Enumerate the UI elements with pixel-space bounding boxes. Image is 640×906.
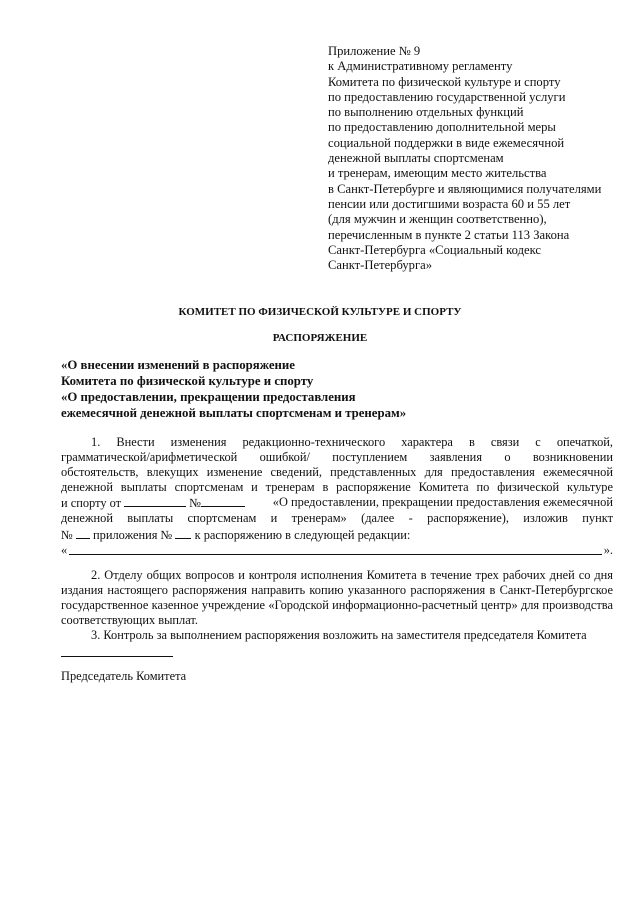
appendix-number-blank xyxy=(175,527,191,539)
subject-line: Комитета по физической культуре и спорту xyxy=(61,374,314,388)
appendix-line: Санкт-Петербурга» xyxy=(328,258,433,273)
text-fragment: № xyxy=(189,496,202,511)
appendix-line: Комитета по физической культуре и спорту xyxy=(328,74,561,89)
text-fragment: № xyxy=(61,527,73,542)
text-fragment: «О предоставлении, прекращении предоставления ежемесячной xyxy=(272,495,613,510)
quote-open: « xyxy=(61,542,68,557)
order-title: РАСПОРЯЖЕНИЕ xyxy=(272,332,368,344)
paragraph-3: 3. Контроль за выполнением распоряжения возложить на заместителя председателя Комитета xyxy=(91,628,587,643)
signature-title: Председатель Комитета xyxy=(61,669,187,683)
appendix-line: (для мужчин и женщин соответственно), xyxy=(328,212,547,227)
appendix-block xyxy=(328,44,628,273)
text-fragment: и спорту от xyxy=(61,496,122,511)
appendix-line: по предоставлению дополнительной меры xyxy=(328,120,556,135)
appendix-line: Санкт-Петербурга «Социальный кодекс xyxy=(328,242,541,257)
paragraph-2: 2. Отделу общих вопросов и контроля исполнения Комитета в течение трех рабочих дней со дня издания настоящего распоряжения направить копию указанного распоряжения в Санкт-Петербургское государственное казенное учреждение «Городской информационно-расчетный центр» для производства соответствующих выплат. xyxy=(61,568,613,628)
item-blank xyxy=(76,527,90,539)
text-fragment: приложения № xyxy=(93,527,173,542)
paragraph-1-line: 1. Внести изменения редакционно-технического характера в связи с опечаткой, xyxy=(91,435,613,449)
subject-line: «О предоставлении, прекращении предоставления xyxy=(61,390,356,404)
committee-heading: КОМИТЕТ ПО ФИЗИЧЕСКОЙ КУЛЬТУРЕ И СПОРТУ xyxy=(178,306,462,318)
subject-line: ежемесячной денежной выплаты спортсменам и тренерам» xyxy=(61,406,407,420)
number-blank xyxy=(201,495,245,507)
paragraph-1-line: денежной выплаты спортсменам и тренерам в распоряжение Комитета по физической культуре xyxy=(61,480,613,495)
text-fragment: к распоряжению в следующей редакции: xyxy=(194,527,411,542)
appendix-line: социальной поддержки в виде ежемесячной xyxy=(328,135,565,150)
order-subject xyxy=(61,357,406,421)
paragraph-1-line xyxy=(61,527,613,543)
new-wording-line xyxy=(61,543,613,558)
appendix-line: по предоставлению государственной услуги xyxy=(328,89,566,104)
paragraph-1-line xyxy=(61,495,613,511)
paragraph-1-line: обстоятельств, влекущих изменение сведений, представленных для предоставления ежемесячной xyxy=(61,465,613,480)
paragraphs-2-3 xyxy=(61,568,613,643)
appendix-line: к Административному регламенту xyxy=(328,59,513,74)
paragraph-1 xyxy=(61,435,613,558)
appendix-line: в Санкт-Петербурге и являющимися получателями xyxy=(328,181,602,196)
appendix-line: пенсии или достигшими возраста 60 и 55 лет xyxy=(328,196,571,211)
appendix-line: Приложение № 9 xyxy=(328,44,421,58)
date-blank xyxy=(124,495,186,507)
appendix-line: перечисленным в пункте 2 статьи 113 Закона xyxy=(328,227,570,242)
paragraph-1-line: денежной выплаты спортсменам и тренерам» (далее - распоряжение), изложив пункт xyxy=(61,511,613,526)
appendix-line: по выполнению отдельных функций xyxy=(328,105,524,120)
paragraph-1-line: грамматической/арифметической ошибкой/ поступлением заявления о возникновении xyxy=(61,450,613,465)
official-name-blank xyxy=(61,644,173,657)
appendix-line: и тренерам, имеющим место жительства xyxy=(328,166,547,181)
subject-line: «О внесении изменений в распоряжение xyxy=(61,358,295,372)
appendix-line: денежной выплаты спортсменам xyxy=(328,151,504,166)
new-wording-blank xyxy=(69,554,602,555)
quote-close: ». xyxy=(603,542,613,557)
